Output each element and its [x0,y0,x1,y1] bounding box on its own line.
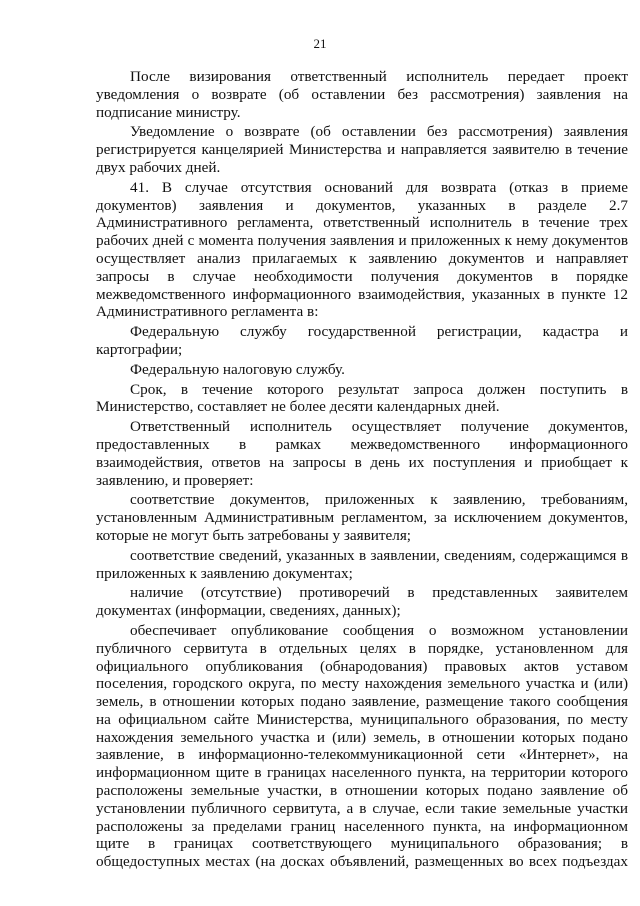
document-body [96,68,628,873]
page-number: 21 [313,36,327,51]
paragraph-11: обеспечивает опубликование сообщения о возможном установлении публичного сервитута в отдельных целях в порядке, установленном для официального опубликования (обнародования) правовых актов уставом поселения, городского округа, по месту нахождения земельного участка и (или) земель, в отношении которых подано заявление, размещение такого сообщения на официальном сайте Министерства, муниципального образования, по месту нахождения земельного участка и (или) земель, в отношении которых подано заявление, в информационно-телекоммуникационной сети «Интернет», на информационном щите в границах населенного пункта, на территории которого расположены земельные участки, в отношении которых подано заявление об установлении публичного сервитута, а в случае, если такие земельные участки расположены за пределами границ населенного пункта, на информационном щите в границах соответствующего муниципального образования; в общедоступных местах (на досках объявлений, размещенных во всех подъездах [96,621,628,871]
paragraph-7: Ответственный исполнитель осуществляет получение документов, предоставленных в рамках межведомственного информационного взаимодействия, ответов на запросы в день их поступления и приобщает к заявлению, и проверяет: [96,418,628,489]
paragraph-1: После визирования ответственный исполнитель передает проект уведомления о возврате (об оставлении без рассмотрения) заявления на подписание министру. [96,68,628,121]
paragraph-3: 41. В случае отсутствия оснований для возврата (отказ в приеме документов) заявления и документов, указанных в разделе 2.7 Административного регламента, ответственный исполнитель в течение трех рабочих дней с момента получения заявления и приложенных к нему документов осуществляет анализ прилагаемых к заявлению документов и направляет запросы в случае необходимости получения документов в порядке межведомственного информационного взаимодействия, указанных в пункте 12 Административного регламента в: [96,178,628,321]
paragraph-6: Срок, в течение которого результат запроса должен поступить в Министерство, составляет не более десяти календарных дней. [96,380,628,416]
paragraph-5: Федеральную налоговую службу. [130,360,345,378]
paragraph-9: соответствие сведений, указанных в заявлении, сведениям, содержащимся в приложенных к заявлению документах; [96,546,628,582]
paragraph-8: соответствие документов, приложенных к заявлению, требованиям, установленным Административным регламентом, за исключением документов, которые не могут быть затребованы у заявителя; [96,491,628,544]
paragraph-2: Уведомление о возврате (об оставлении без рассмотрения) заявления регистрируется канцелярией Министерства и направляется заявителю в течение двух рабочих дней. [96,123,628,176]
paragraph-4: Федеральную службу государственной регистрации, кадастра и картографии; [96,323,628,358]
paragraph-10: наличие (отсутствие) противоречий в представленных заявителем документах (информации, сведениях, данных); [96,584,628,620]
